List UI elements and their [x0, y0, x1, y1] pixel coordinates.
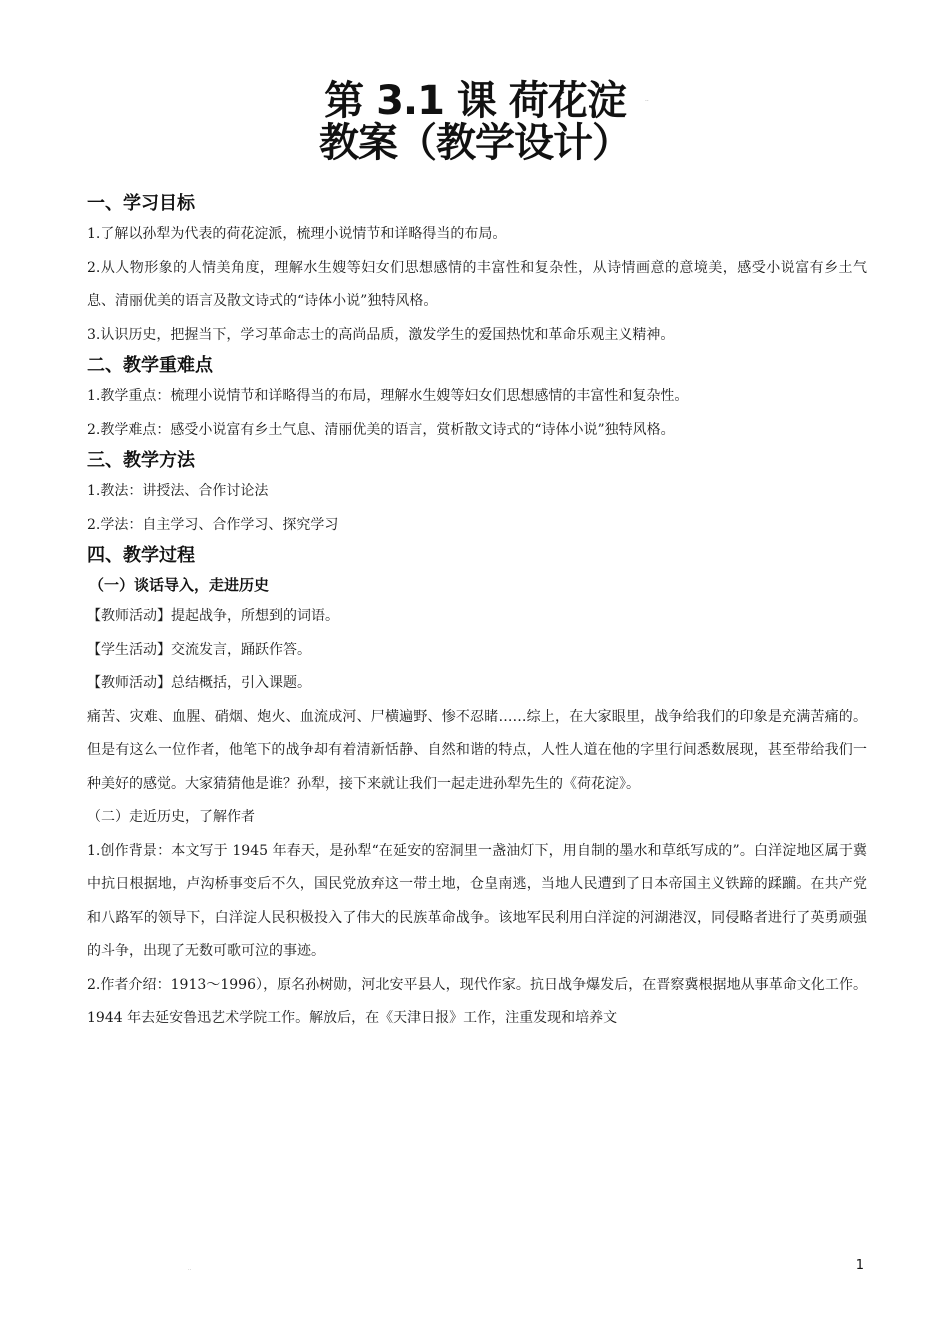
paragraph: 2.从人物形象的人情美角度，理解水生嫂等妇女们思想感情的丰富性和复杂性，从诗情画意的意境美，感受小说富有乡土气息、清丽优美的语言及散文诗式的“诗体小说”独特风格。	[87, 259, 867, 309]
paragraph: 1.教学重点：梳理小说情节和详略得当的布局，理解水生嫂等妇女们思想感情的丰富性和复杂性。	[87, 388, 689, 404]
subsection-heading: （二）走近历史，了解作者	[87, 809, 255, 825]
paragraph: 1.了解以孙犁为代表的荷花淀派，梳理小说情节和详略得当的布局。	[87, 226, 507, 242]
section-heading-process: 四、教学过程	[87, 545, 195, 566]
paragraph: 【教师活动】总结概括，引入课题。	[87, 675, 311, 691]
document-body	[87, 190, 867, 1036]
paragraph: 2.作者介绍：1913～1996），原名孙树勋，河北安平县人，现代作家。抗日战争爆发后，在晋察冀根据地从事革命文化工作。1944 年去延安鲁迅艺术学院工作。解放后，在《天津日报》工作，注重发现和培养文	[87, 976, 867, 1026]
section-heading-key-points: 二、教学重难点	[87, 355, 213, 376]
paragraph: 2.学法：自主学习、合作学习、探究学习	[87, 516, 339, 533]
title-line-1: 第 3.1 课 荷花淀	[324, 78, 626, 124]
footer-mark: ..	[188, 1266, 192, 1272]
paragraph: 【学生活动】交流发言，踊跃作答。	[87, 641, 311, 658]
paragraph: 1.教法：讲授法、合作讨论法	[87, 483, 269, 499]
title-mark: ..	[645, 96, 649, 103]
title-line-2: 教案（教学设计）	[319, 120, 631, 166]
subsection-heading: （一）谈话导入，走进历史	[89, 576, 270, 594]
page-number: 1	[855, 1258, 864, 1273]
section-heading-methods: 三、教学方法	[87, 450, 195, 471]
paragraph: 痛苦、灾难、血腥、硝烟、炮火、血流成河、尸横遍野、惨不忍睹……综上，在大家眼里，战争给我们的印象是充满苦痛的。但是有这么一位作者，他笔下的战争却有着清新恬静、自然和谐的特点，人性人道在他的字里行间悉数展现，甚至带给我们一种美好的感觉。大家猜猜他是谁？孙犁，接下来就让我们一起走进孙犁先生的《荷花淀》。	[87, 708, 867, 792]
paragraph: 2.教学难点：感受小说富有乡土气息、清丽优美的语言，赏析散文诗式的“诗体小说”独特风格。	[87, 421, 675, 438]
paragraph: 1.创作背景：本文写于 1945 年春天，是孙犁“在延安的窑洞里一盏油灯下，用自制的墨水和草纸写成的”。白洋淀地区属于冀中抗日根据地，卢沟桥事变后不久，国民党放弃这一带土地，仓皇南逃，当地人民遭到了日本帝国主义铁蹄的蹂躏。在共产党和八路军的领导下，白洋淀人民积极投入了伟大的民族革命战争。该地军民利用白洋淀的河湖港汊，同侵略者进行了英勇顽强的斗争，出现了无数可歌可泣的事迹。	[87, 842, 867, 959]
paragraph: 3.认识历史，把握当下，学习革命志士的高尚品质，激发学生的爱国热忱和革命乐观主义精神。	[87, 326, 675, 343]
section-heading-objectives: 一、学习目标	[87, 193, 195, 214]
document-title	[0, 80, 950, 164]
paragraph: 【教师活动】提起战争，所想到的词语。	[87, 608, 339, 624]
